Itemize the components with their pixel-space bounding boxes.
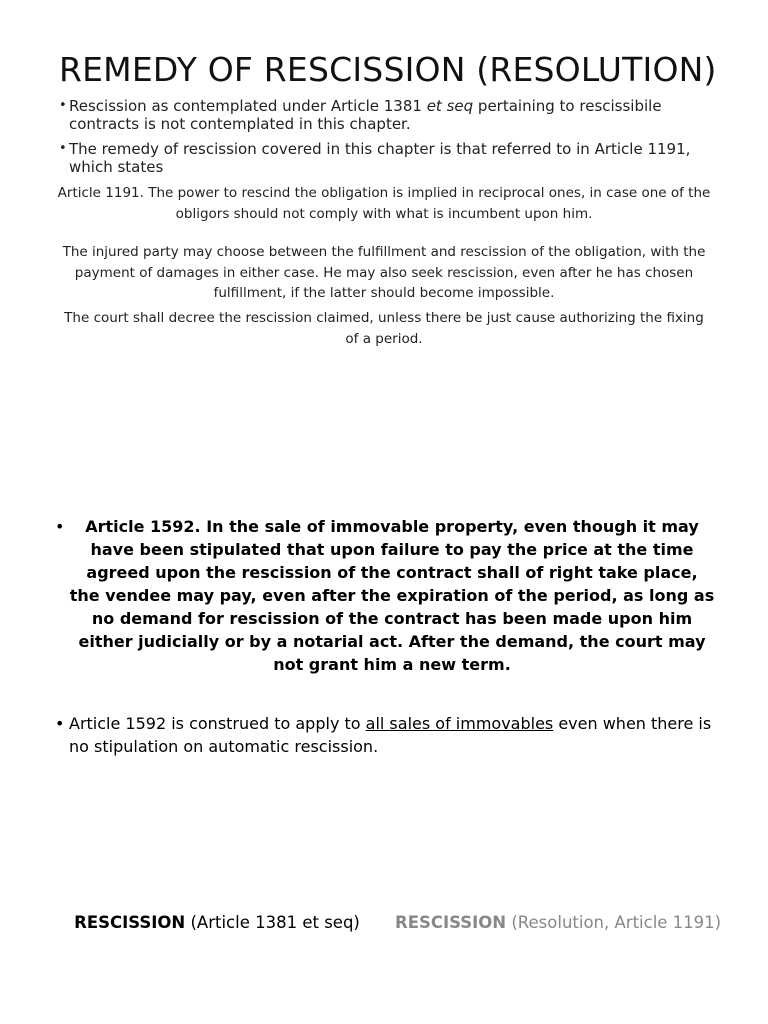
article-1191-paragraph-1: Article 1191. The power to rescind the obligation is implied in reciprocal ones, in case one of the obligors should not comply with what is incumbent upon him. [57, 185, 711, 222]
comparison-left-heading: RESCISSION (Article 1381 et seq) [74, 913, 360, 932]
bullet-dot: • [55, 517, 65, 536]
bullet-rescission-1381 [59, 97, 719, 133]
page-title: REMEDY OF RESCISSION (RESOLUTION) [59, 50, 717, 90]
bullet-text: Article 1592 is construed to apply to all sales of immovables even when there is no stipulation on automatic rescission. [69, 714, 712, 756]
bullet-dot: • [55, 714, 65, 733]
bullet-text: The remedy of rescission covered in this chapter is that referred to in Article 1191, which states [69, 140, 691, 176]
comparison-right-heading: RESCISSION (Resolution, Article 1191) [395, 913, 722, 932]
bullet-text: Rescission as contemplated under Article 1381 et seq pertaining to rescissibile contracts is not contemplated in this chapter. [69, 97, 662, 133]
bullet-article-1592-construed [55, 712, 715, 758]
article-1191-paragraph-2: The injured party may choose between the fulfillment and rescission of the obligation, with the payment of damages in either case. He may also seek rescission, even after he has chosen fulfillment, if the latter should become impossible. [62, 244, 706, 301]
article-1191-paragraph-3: The court shall decree the rescission claimed, unless there be just cause authorizing the fixing of a period. [64, 310, 704, 347]
bullet-remedy-1191 [59, 140, 719, 176]
bullet-dot: • [59, 141, 67, 156]
bullet-article-1592 [55, 515, 715, 676]
bullet-dot: • [59, 98, 67, 113]
underlined-phrase: all sales of immovables [365, 714, 554, 733]
bullet-text: Article 1592. In the sale of immovable property, even though it may have been stipulated that upon failure to pay the price at the time agreed upon the rescission of the contract shall of right take place, the vendee may pay, even after the expiration of the period, as long as no demand for rescission of the contract has been made upon him either judicially or by a notarial act. After the demand, the court may not grant him a new term. [69, 517, 715, 674]
